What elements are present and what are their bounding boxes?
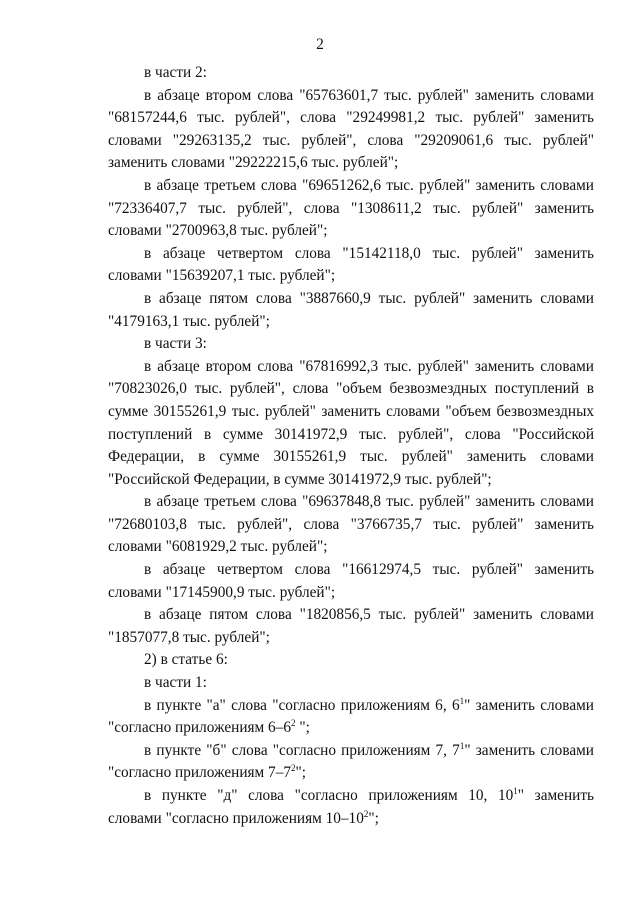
- text-segment: ";: [368, 809, 379, 827]
- paragraph: в абзаце третьем слова "69651262,6 тыс. рублей" заменить словами "72336407,7 тыс. рублей", слова "1308611,2 тыс. рублей" заменить словами "2700963,8 тыс. рублей";: [108, 176, 594, 240]
- paragraph: в абзаце четвертом слова "16612974,5 тыс. рублей" заменить словами "17145900,9 тыс. рублей";: [108, 561, 594, 601]
- text-segment: ";: [295, 764, 306, 782]
- text-segment: в пункте "а" слова "согласно приложениям 6, 6: [144, 696, 460, 714]
- paragraph: в части 2:: [144, 64, 207, 81]
- paragraph: в абзаце втором слова "65763601,7 тыс. рублей" заменить словами "68157244,6 тыс. рублей", слова "29249981,2 тыс. рублей" заменить словами "29263135,2 тыс. рублей", слова "29209061,6 тыс. рублей" заменить словами "29222215,6 тыс. рублей";: [108, 86, 594, 172]
- text-segment: " заменить словами "согласно приложениям 6–6: [108, 696, 594, 737]
- text-segment: " заменить словами "согласно приложениям 7–7: [108, 741, 594, 782]
- superscript: 2: [291, 718, 296, 729]
- superscript: 2: [363, 808, 369, 819]
- superscript: 2: [291, 763, 296, 774]
- paragraph: в абзаце третьем слова "69637848,8 тыс. рублей" заменить словами "72680103,8 тыс. рублей", слова "3766735,7 тыс. рублей" заменить словами "6081929,2 тыс. рублей";: [108, 493, 594, 556]
- text-segment: ";: [295, 719, 310, 737]
- document-body: [108, 62, 594, 830]
- superscript: 1: [459, 740, 465, 751]
- paragraph: в части 1:: [144, 674, 207, 692]
- text-segment: в пункте "д" слова "согласно приложениям 10, 10: [144, 787, 514, 804]
- paragraph: 2) в статье 6:: [144, 651, 228, 669]
- page-number: 2: [316, 36, 324, 53]
- paragraph: в абзаце пятом слова "3887660,9 тыс. рублей" заменить словами "4179163,1 тыс. рублей";: [108, 289, 594, 330]
- paragraph: в абзаце пятом слова "1820856,5 тыс. рублей" заменить словами "1857077,8 тыс. рублей";: [108, 606, 594, 646]
- superscript: 1: [513, 785, 518, 796]
- text-segment: " заменить словами "согласно приложениям 10–10: [108, 787, 595, 827]
- paragraph-with-superscripts: [108, 695, 594, 740]
- paragraph: в абзаце четвертом слова "15142118,0 тыс. рублей" заменить словами "15639207,1 тыс. рублей";: [108, 244, 594, 285]
- paragraph-with-superscripts: [108, 785, 594, 830]
- superscript: 1: [459, 695, 465, 706]
- paragraph-with-superscripts: [108, 740, 594, 785]
- paragraph: в части 3:: [144, 335, 207, 353]
- text-segment: в пункте "б" слова "согласно приложениям 7, 7: [144, 741, 460, 759]
- paragraph: в абзаце втором слова "67816992,3 тыс. рублей" заменить словами "70823026,0 тыс. рублей", слова "объем безвозмездных поступлений в сумме 30155261,9 тыс. рублей" заменить словами "объем безвозмездных поступлений в сумме 30141972,9 тыс. рублей", слова "Российской Федерации, в сумме 30155261,9 тыс. рублей" заменить словами "Российской Федерации, в сумме 30141972,9 тыс. рублей";: [108, 357, 594, 488]
